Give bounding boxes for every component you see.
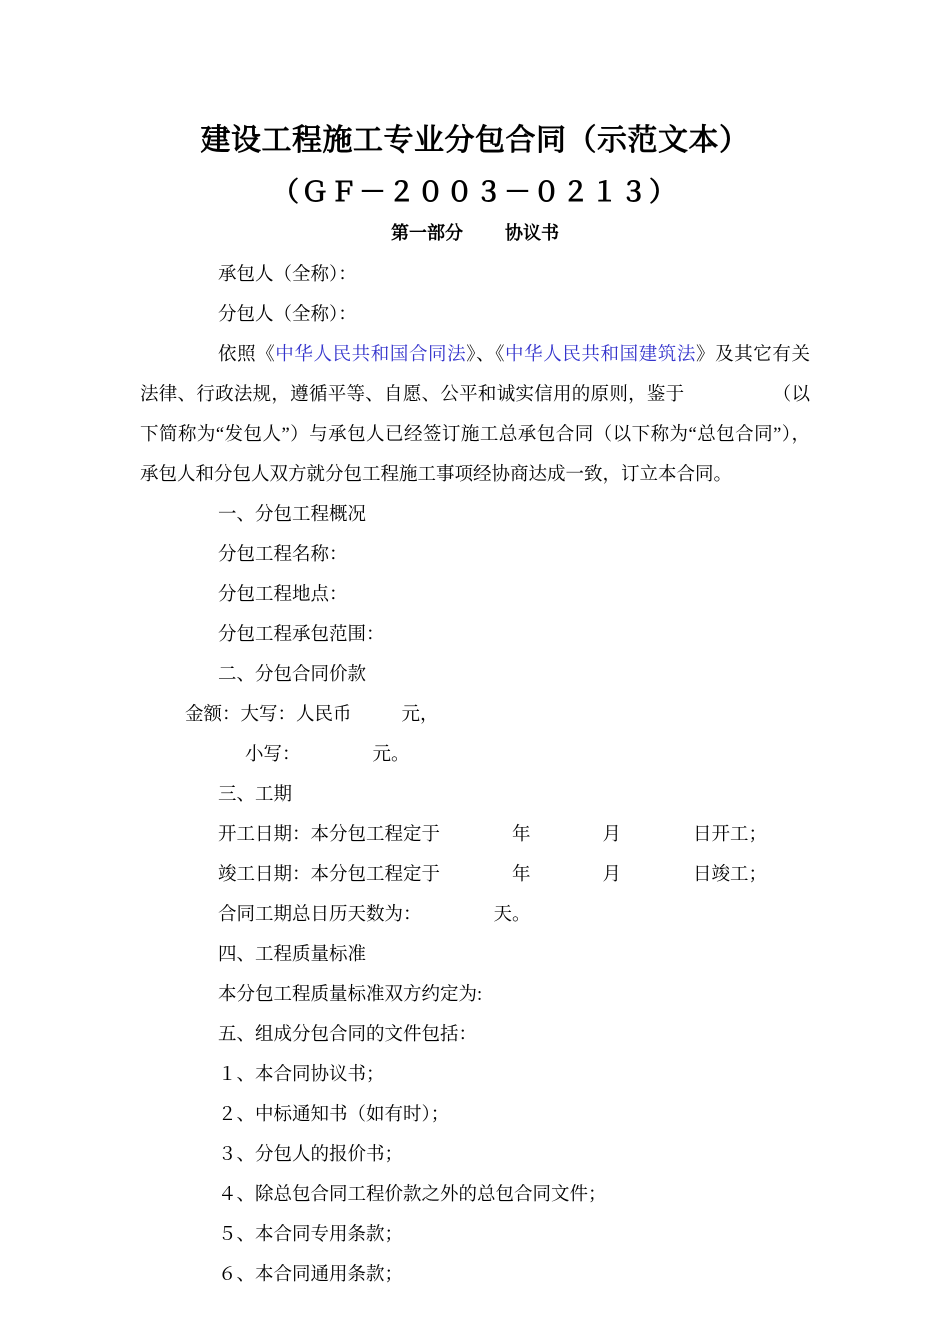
- subproject-name-line: 分包工程名称：: [218, 545, 348, 565]
- preamble-mid: 》、《: [466, 345, 506, 365]
- page-title: 建设工程施工专业分包合同（示范文本）: [200, 124, 750, 157]
- document-body: [140, 255, 810, 1295]
- start-date-suffix: 日开工；: [693, 825, 768, 845]
- contractor-line: 承包人（全称）：: [218, 265, 357, 285]
- total-days-unit: 天。: [493, 905, 531, 925]
- preamble-tail: 》及其它有关法律、行政法规，遵循平等、自愿、公平和诚实信用的原则，鉴于: [140, 345, 810, 405]
- section-heading-5: 五、组成分包合同的文件包括：: [218, 1025, 478, 1045]
- end-month-label: 月: [602, 865, 622, 885]
- section-heading-3: 三、工期: [218, 785, 293, 805]
- amount-uppercase-unit: 元，: [401, 705, 439, 725]
- preamble-paragraph: [140, 335, 810, 495]
- end-date-line: [140, 855, 810, 895]
- contract-document-item-6: ６、本合同通用条款；: [218, 1265, 404, 1285]
- total-days-prefix: 合同工期总日历天数为：: [218, 905, 422, 925]
- part-label: 第一部分: [391, 223, 463, 243]
- contract-document-item-2: ２、中标通知书（如有时）；: [218, 1105, 450, 1125]
- start-date-prefix: 开工日期：本分包工程定于: [218, 825, 441, 845]
- subcontractor-line: 分包人（全称）：: [218, 305, 357, 325]
- contract-document-item-5: ５、本合同专用条款；: [218, 1225, 404, 1245]
- section-heading-2: 二、分包合同价款: [218, 665, 367, 685]
- amount-uppercase-line: [140, 695, 810, 735]
- part-name: 协议书: [505, 223, 559, 243]
- subproject-location-line: 分包工程地点：: [218, 585, 348, 605]
- start-month-label: 月: [602, 825, 622, 845]
- law-link-contract-law[interactable]: 中华人民共和国合同法: [275, 345, 467, 365]
- quality-standard-line: 本分包工程质量标准双方约定为:: [218, 985, 483, 1005]
- contract-document-item-4: ４、除总包合同工程价款之外的总包合同文件；: [218, 1185, 607, 1205]
- amount-lowercase-label: 小写：: [245, 745, 301, 765]
- amount-lowercase-unit: 元。: [372, 745, 410, 765]
- amount-uppercase-label: 金额：大写：人民币: [185, 705, 352, 725]
- section-heading-1: 一、分包工程概况: [218, 505, 367, 525]
- start-date-line: [140, 815, 810, 855]
- start-year-label: 年: [512, 825, 531, 845]
- subproject-scope-line: 分包工程承包范围：: [218, 625, 385, 645]
- section-heading-4: 四、工程质量标准: [218, 945, 367, 965]
- contract-document-item-3: ３、分包人的报价书；: [218, 1145, 404, 1165]
- preamble-tail2: （以下简称为“发包人”）与承包人已经签订施工总承包合同（以下称为“总包合同”），承包人和分包人双方就分包工程施工事项经协商达成一致，订立本合同。: [140, 385, 810, 485]
- end-date-prefix: 竣工日期：本分包工程定于: [218, 865, 441, 885]
- law-link-construction-law[interactable]: 中华人民共和国建筑法: [505, 345, 696, 365]
- part-heading: [0, 224, 950, 244]
- preamble-lead: 依照《: [218, 345, 276, 365]
- end-year-label: 年: [512, 865, 531, 885]
- total-days-line: [140, 895, 810, 935]
- contract-document-item-1: １、本合同协议书；: [218, 1065, 385, 1085]
- amount-lowercase-line: [140, 735, 810, 775]
- end-date-suffix: 日竣工；: [693, 865, 768, 885]
- document-code: （ＧＦ－２００３－０２１３）: [272, 177, 678, 207]
